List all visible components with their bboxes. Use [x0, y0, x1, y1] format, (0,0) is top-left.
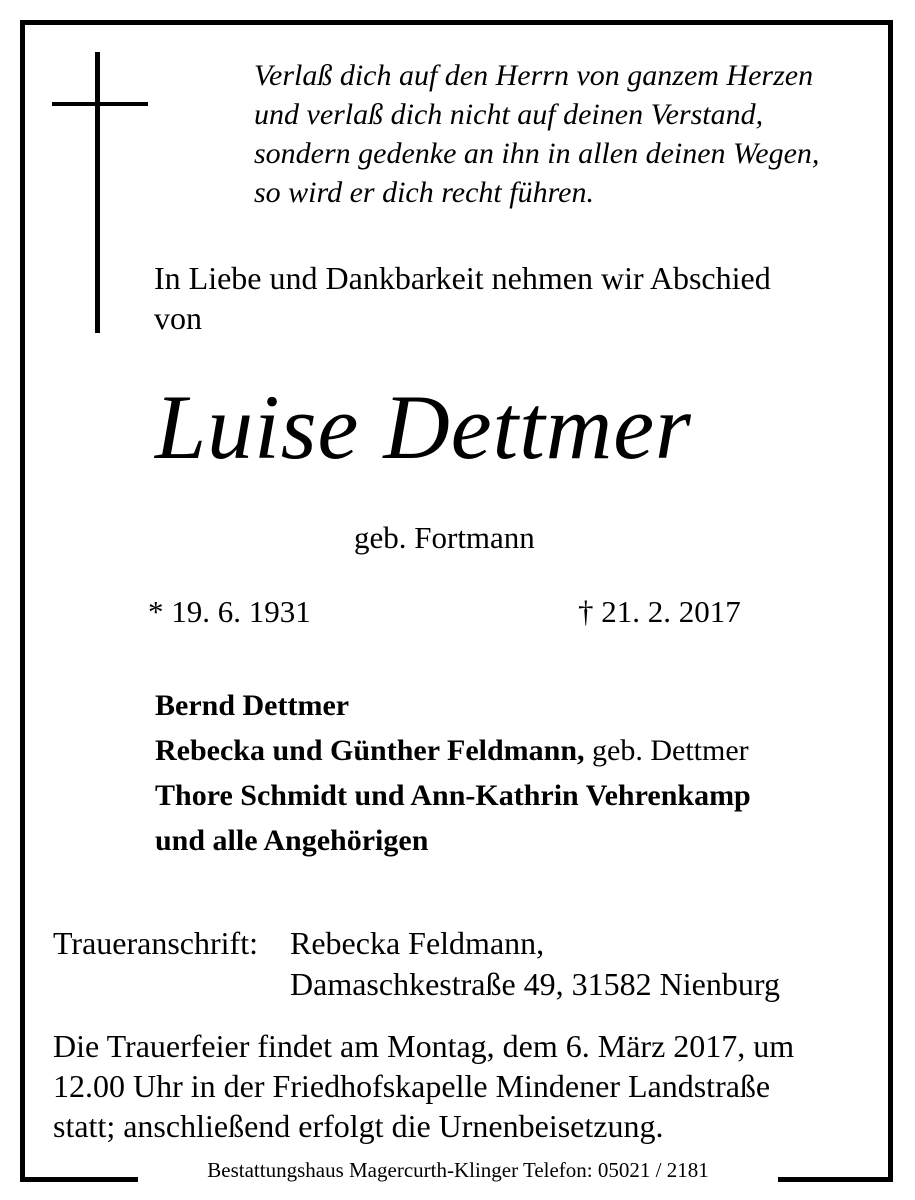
mourner-birth-name: geb. Dettmer — [584, 734, 749, 767]
bible-verse — [254, 56, 819, 212]
verse-line: Verlaß dich auf den Herrn von ganzem Herzen — [254, 59, 814, 92]
birth-name: geb. Fortmann — [354, 520, 535, 555]
mourner-line: Bernd Dettmer — [155, 689, 350, 722]
cross-vertical-bar — [95, 52, 100, 333]
verse-line: sondern gedenke an ihn in allen deinen Wegen, — [254, 137, 820, 170]
cross-horizontal-bar — [52, 102, 148, 106]
intro-text — [154, 258, 771, 338]
mourner-names: Rebecka und Günther Feldmann, — [155, 734, 585, 767]
intro-line: In Liebe und Dankbarkeit nehmen wir Abschied — [154, 260, 771, 296]
ceremony-line: Die Trauerfeier findet am Montag, dem 6. März 2017, um — [53, 1028, 795, 1064]
mourner-line — [155, 728, 751, 773]
verse-line: und verlaß dich nicht auf deinen Verstand, — [254, 98, 764, 131]
address-label: Traueranschrift: — [53, 925, 258, 961]
ceremony-line: statt; anschließend erfolgt die Urnenbeisetzung. — [53, 1108, 664, 1144]
mourner-line: und alle Angehörigen — [155, 824, 429, 857]
intro-line: von — [154, 300, 202, 336]
ceremony-line: 12.00 Uhr in der Friedhofskapelle Mindener Landstraße — [53, 1068, 771, 1104]
verse-line: so wird er dich recht führen. — [254, 176, 594, 209]
address-line: Rebecka Feldmann, — [290, 925, 545, 961]
death-date: † 21. 2. 2017 — [578, 594, 741, 629]
funeral-home-footer: Bestattungshaus Magercurth-Klinger Telefon: 05021 / 2181 — [138, 1158, 778, 1182]
deceased-name: Luise Dettmer — [155, 376, 692, 478]
birth-date: * 19. 6. 1931 — [148, 594, 311, 629]
mourner-line: Thore Schmidt und Ann-Kathrin Vehrenkamp — [155, 779, 751, 812]
address-line: Damaschkestraße 49, 31582 Nienburg — [290, 966, 780, 1002]
mourners-list — [155, 683, 751, 863]
ceremony-text — [53, 1026, 794, 1146]
